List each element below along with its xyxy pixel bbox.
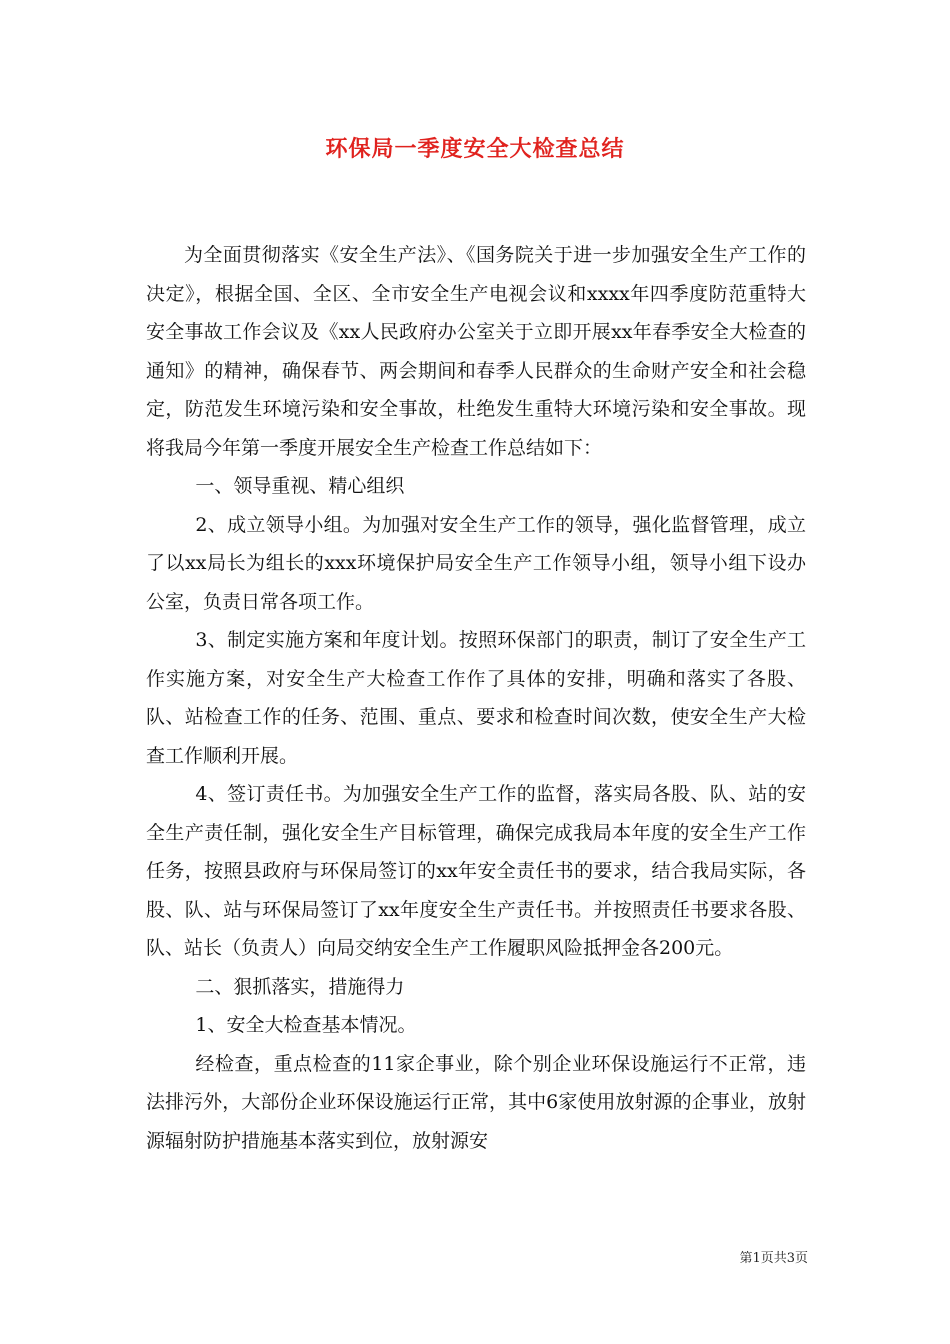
document-body [146, 236, 806, 1160]
paragraph-intro: 为全面贯彻落实《安全生产法》、《国务院关于进一步加强安全生产工作的决定》，根据全国、全区、全市安全生产电视会议和xxxx年四季度防范重特大安全事故工作会议及《xx人民政府办公室关于立即开展xx年春季安全大检查的通知》的精神，确保春节、两会期间和春季人民群众的生命财产安全和社会稳定，防范发生环境污染和安全事故，杜绝发生重特大环境污染和安全事故。现将我局今年第一季度开展安全生产检查工作总结如下： [146, 244, 806, 459]
paragraph-item-3: 3、制定实施方案和年度计划。按照环保部门的职责，制订了安全生产工作实施方案，对安全生产大检查工作作了具体的安排，明确和落实了各股、队、站检查工作的任务、范围、重点、要求和检查时间次数，使安全生产大检查工作顺利开展。 [146, 629, 806, 767]
document-title: 环保局一季度安全大检查总结 [325, 136, 625, 162]
subheading-1: 1、安全大检查基本情况。 [195, 1014, 417, 1036]
section-heading-2: 二、狠抓落实，措施得力 [195, 975, 405, 998]
section-heading-1: 一、领导重视、精心组织 [195, 475, 405, 497]
paragraph-item-4: 4、签订责任书。为加强安全生产工作的监督，落实局各股、队、站的安全生产责任制，强化安全生产目标管理，确保完成我局本年度的安全生产工作任务，按照县政府与环保局签订的xx年安全责任书的要求，结合我局实际，各股、队、站与环保局签订了xx年度安全生产责任书。并按照责任书要求各股、队、站长（负责人）向局交纳安全生产工作履职风险抵押金各200元。 [146, 783, 806, 959]
paragraph-item-2: 2、成立领导小组。为加强对安全生产工作的领导，强化监督管理，成立了以xx局长为组长的xxx环境保护局安全生产工作领导小组，领导小组下设办公室，负责日常各项工作。 [146, 513, 806, 613]
paragraph-inspection: 经检查，重点检查的11家企事业，除个别企业环保设施运行不正常，违法排污外，大部份企业环保设施运行正常，其中6家使用放射源的企事业，放射源辐射防护措施基本落实到位，放射源安 [146, 1052, 806, 1152]
page-number: 第1页共3页 [739, 1251, 808, 1266]
